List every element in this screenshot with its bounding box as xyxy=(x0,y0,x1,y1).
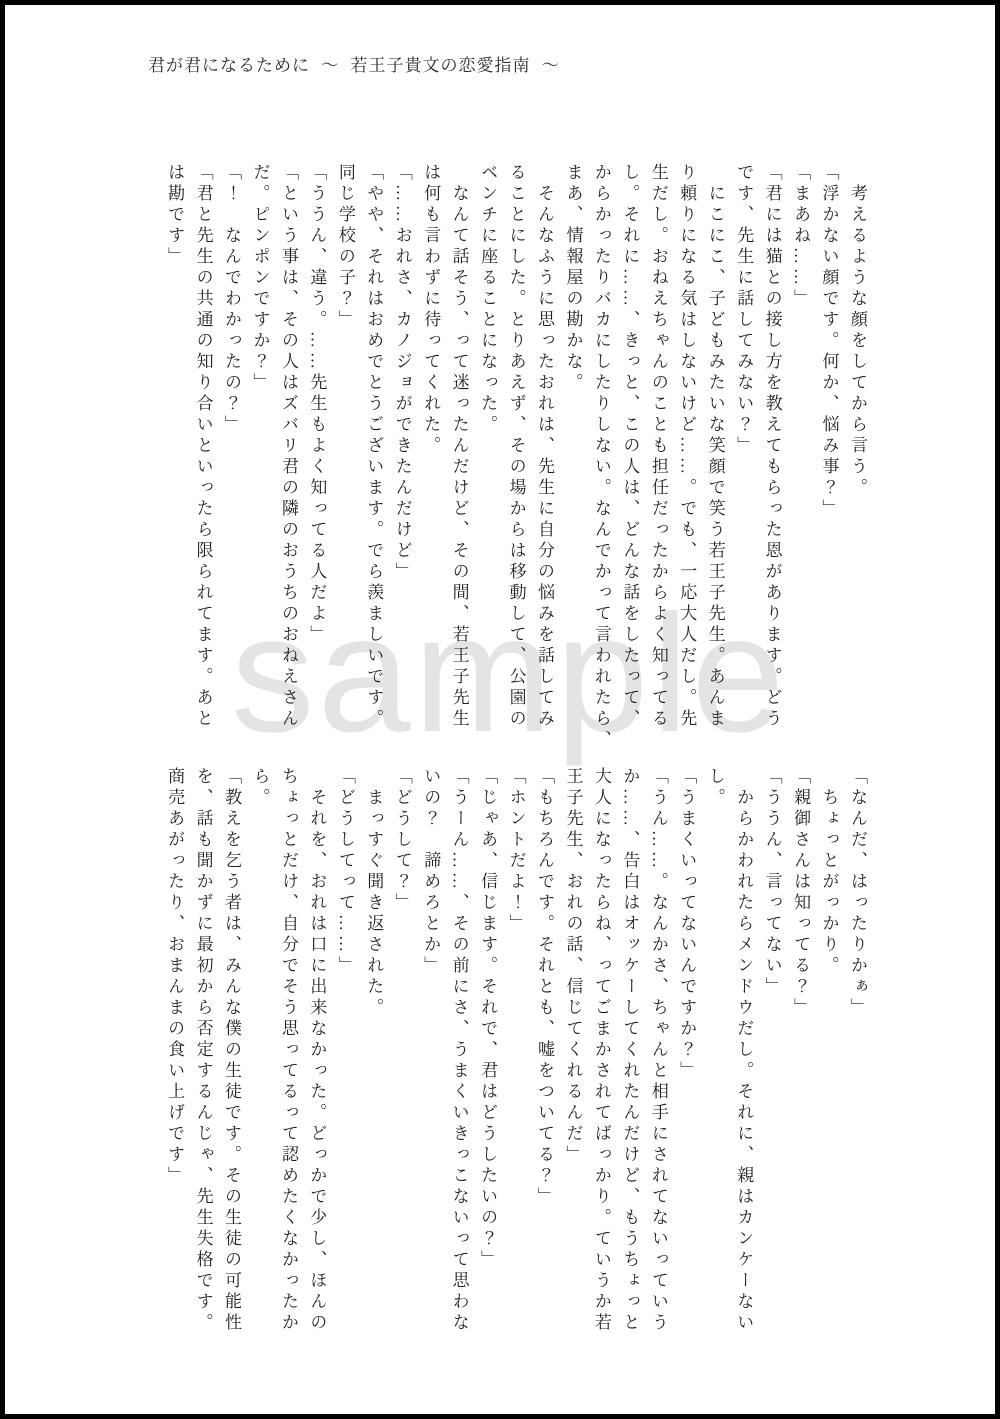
text-column: か……、告白はオッケーしてくれたんだけど、もうちょっと xyxy=(620,767,640,1334)
text-column: 「ううん、違う。……先生もよく知ってる人だよ」 xyxy=(307,163,327,646)
text-column: 「君には猫との接し方を教えてもらった恩があります。どう xyxy=(762,163,782,730)
text-column: 「なんだ、はったりかぁ」 xyxy=(848,767,867,1019)
text-column: 「やや、それはおめでとうございます。でら羨ましいです。 xyxy=(364,163,384,730)
text-column: 同じ学校の子？」 xyxy=(335,163,355,331)
text-column: それを、おれは口に出来なかった。どっかで少し、ほんの xyxy=(307,767,327,1334)
text-column: まあ、情報屋の勘かな。 xyxy=(563,163,583,394)
text-column: し。それに……、きっと、この人は、どんな話をしたって、 xyxy=(620,163,640,730)
text-column: にこにこ、子どもみたいな笑顔で笑う若王子先生。あんま xyxy=(705,163,725,730)
text-block-top xyxy=(160,163,871,751)
text-column: まっすぐ聞き返された。 xyxy=(364,767,384,1019)
page-title: 君が君になるために 〜 若王子貴文の恋愛指南 〜 xyxy=(148,56,560,75)
text-column: ちょっとがっかり。 xyxy=(819,767,839,977)
text-column: 「もちろんです。それとも、嘘をついてる？」 xyxy=(535,767,555,1208)
text-column: だ。ピンポンですか？」 xyxy=(250,163,270,394)
text-column: は何も言わずに待ってくれた。 xyxy=(421,163,441,457)
text-column: ることにした。とりあえず、その場からは移動して、公園の xyxy=(506,163,526,730)
text-column: いの？ 諦めろとか」 xyxy=(421,767,441,977)
text-column: 「君と先生の共通の知り合いといったら限られてます。あと xyxy=(193,163,213,730)
text-column: は勘です」 xyxy=(165,163,185,268)
text-column: ちょっとだけ、自分でそう思ってるって認めたくなかったか xyxy=(278,767,298,1334)
text-column: からかったりバカにしたりしない。なんでかって言われたら、 xyxy=(591,163,611,751)
text-column: 「ホントだよ！」 xyxy=(506,767,526,935)
text-column: 考えるような顔をしてから言う。 xyxy=(848,163,867,499)
text-column: ら。 xyxy=(250,767,270,809)
text-column: です、先生に話してみない？」 xyxy=(734,163,754,457)
text-column: 商売あがったり、おまんまの食い上げです」 xyxy=(165,767,185,1187)
text-column: ベンチに座ることになった。 xyxy=(478,163,498,436)
text-block-bottom xyxy=(160,767,871,1342)
text-column: 「うまくいってないんですか？」 xyxy=(677,767,697,1082)
text-column: 生だし。おねえちゃんのことも担任だったからよく知ってる xyxy=(648,163,668,730)
text-column: 王子先生、おれの話、信じてくれるんだ」 xyxy=(563,767,583,1166)
text-column: し。 xyxy=(705,767,725,809)
text-column: 「という事は、その人はズバリ君の隣のおうちのおねえさん xyxy=(278,163,298,730)
text-column: 「じゃあ、信じます。それで、君はどうしたいの？」 xyxy=(478,767,498,1271)
text-column: 「うーん……、その前にさ、うまくいきっこないって思わな xyxy=(449,767,469,1334)
text-column: を、話も聞かずに最初から否定するんじゃ、先生失格です。 xyxy=(193,767,213,1334)
text-column: 「うん……。なんかさ、ちゃんと相手にされてないっていう xyxy=(648,767,668,1334)
text-column: 「浮かない顔です。何か、悩み事？」 xyxy=(819,163,839,520)
text-column: 「まあね……」 xyxy=(791,163,811,310)
text-column: 「親御さんは知ってる？」 xyxy=(791,767,811,1019)
text-column: なんて話そう、って迷ったんだけど、その間、若王子先生 xyxy=(449,163,469,730)
text-column: からかわれたらメンドウだし。それに、親はカンケーない xyxy=(734,767,754,1334)
text-column: 「どうしてって……」 xyxy=(335,767,355,977)
text-column: 「ううん、言ってない」 xyxy=(762,767,782,998)
text-column: り頼りになる気はしないけど……。でも、一応大人だし。先 xyxy=(677,163,697,730)
sample-watermark: sample xyxy=(231,581,788,767)
text-column: 「……おれさ、カノジョができたんだけど」 xyxy=(392,163,412,583)
text-column: そんなふうに思ったおれは、先生に自分の悩みを話してみ xyxy=(535,163,555,730)
text-column: 「どうして？」 xyxy=(392,767,412,914)
text-column: 大人になったらね、ってごまかされてばっかり。ていうか若 xyxy=(591,767,611,1334)
text-column: 「！ なんでわかったの？」 xyxy=(222,163,242,436)
text-column: 「教えを乞う者は、みんな僕の生徒です。その生徒の可能性 xyxy=(222,767,242,1334)
